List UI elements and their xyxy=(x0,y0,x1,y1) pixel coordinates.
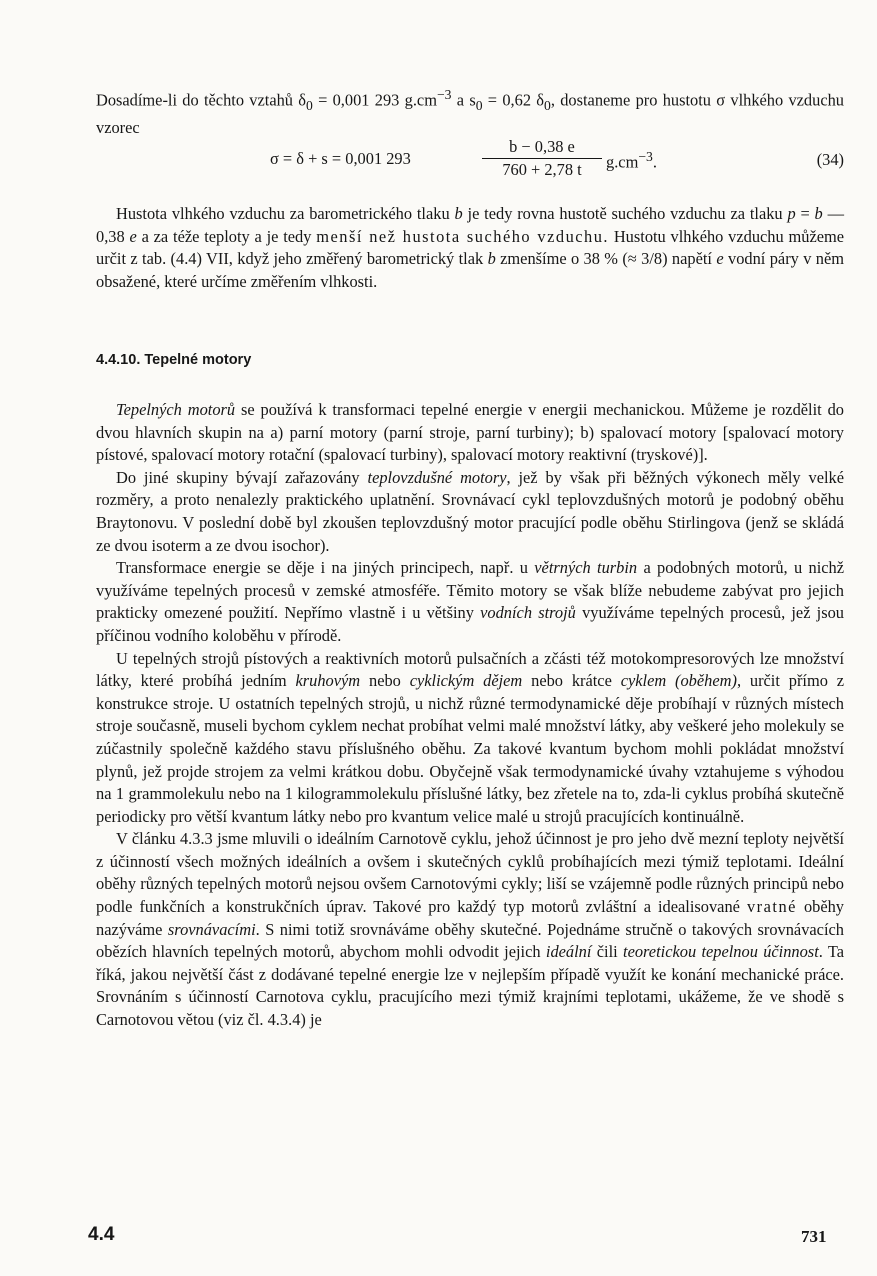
italic-term: Tepelných motorů xyxy=(116,400,236,419)
section-heading: 4.4.10. Tepelné motory xyxy=(96,352,252,368)
variable: p xyxy=(787,204,796,223)
italic-term: teplovzdušné motory xyxy=(367,467,507,487)
unit-exponent: −3 xyxy=(638,149,653,164)
intro-text: = 0,001 293 g.cm xyxy=(312,90,437,110)
fraction-denominator: 760 + 2,78 t xyxy=(502,160,582,179)
footer-section-number: 4.4 xyxy=(88,1224,115,1245)
italic-term: cyklem (oběhem) xyxy=(620,671,737,691)
equation-34 xyxy=(270,136,844,190)
spaced-emphasis: vratné xyxy=(746,897,797,917)
text-run: Transformace energie se děje i na jiných principech, např. u xyxy=(116,558,535,578)
text-run: . Ta říká, jakou největší část z dodávané tepelné energie lze v nejlepším případě využít ke konání mechanické práce. Srovnáním s účinností Carnotova cyklu, pracujícího mezi týmiž krajními teplotami, ukážeme, že ve shodě s Carnotovou větou (viz čl. 4.3.4) je xyxy=(96,942,845,1030)
paragraph-2 xyxy=(96,467,844,557)
equation-unit xyxy=(606,149,657,172)
variable: b xyxy=(487,249,496,269)
spaced-emphasis: menší než hustota suchého vzduchu. xyxy=(316,226,610,246)
text-run: , jež by však při běžných výkonech měly velké rozměry, a proto nenalezly praktického uplatnění. Srovnávací cykl teplovzdušných motorů je podobný oběhu Braytonovu. V poslední době byl zkoušen teplovzdušný motor pracující podle oběhu Stirlingova (jenž se skládá ze dvou isoterm a ze dvou isochor). xyxy=(96,467,844,555)
variable: b xyxy=(814,204,823,223)
variable: e xyxy=(716,249,724,269)
text-run: — 0,38 xyxy=(96,204,844,246)
section-body xyxy=(96,399,844,1032)
paragraph-5 xyxy=(96,828,844,1031)
equation-fraction xyxy=(482,136,602,181)
intro-text: = 0,62 δ xyxy=(482,90,545,110)
variable: e xyxy=(129,226,137,246)
subscript: 0 xyxy=(305,97,313,113)
italic-term: větrných turbin xyxy=(534,558,638,578)
unit-end: . xyxy=(652,152,657,172)
unit-text: g.cm xyxy=(606,152,639,172)
text-run: V článku 4.3.3 jsme mluvili o ideálním Carnotově cyklu, jehož účinnost je pro jeho dvě mezní teploty největší z účinností všech možných ideálních a ovšem i skutečných cyklů probíhajících mezi týmiž teplotami. Ideální oběhy různých tepelných motorů nejsou ovšem Carnotovými cykly; liší se vzájemně podle různých principů nebo podle funkčních a konstrukčních úprav. Takové pro každý typ motorů zvláštní a idealisované xyxy=(96,829,844,917)
text-run: Do jiné skupiny bývají zařazovány xyxy=(116,467,368,487)
text-run: , určit přímo z konstrukce stroje. U ostatních tepelných strojů, u nichž různé termodynamické děje probíhají v různých místech stroje současně, museli bychom cyklem nechat probíhat velmi malé množství látky, aby veškeré jeho molekuly se zúčastnily společně každého stavu příslušného oběhu. Za takové kvantum bychom mohli pokládat množství plynů, jež projde strojem za velmi krátkou dobu. Obyčejně však termodynamické úvahy vztahujeme s výhodou na 1 grammolekulu nebo na 1 kilogrammolekulu příslušné látky, bez zřetele na to, zda-li cyklus probíhá skutečně periodicky pro větší kvantum látky nebo pro kvantum velice malé u strojů pracujících kontinuálně. xyxy=(96,671,845,826)
text-run: čili xyxy=(591,942,624,962)
text-run: oběhy nazýváme xyxy=(96,897,845,939)
paragraph-3 xyxy=(96,557,844,647)
subscript: 0 xyxy=(544,97,551,113)
text-run: se používá k transformaci tepelné energie v energii mechanickou. Můžeme je rozdělit do dvou hlavních skupin na a) parní motory (parní stroje, parní turbiny); b) spalovací motory [spalovací motory pístové, spalovací motory rotační (spalovací turbiny), spalovací motory reaktivní (tryskové)]. xyxy=(96,400,844,465)
text-run: využíváme tepelných procesů, jež jsou příčinou vodního koloběhu v přírodě. xyxy=(96,603,844,645)
text-run: nebo krátce xyxy=(522,671,621,691)
italic-term: vodních strojů xyxy=(480,603,576,623)
text-run: nebo xyxy=(360,671,410,691)
italic-term: ideální xyxy=(545,942,592,962)
text-run: Hustota vlhkého vzduchu za barometrického tlaku xyxy=(116,204,455,223)
text-run: je tedy rovna hustotě suchého vzduchu za tlaku xyxy=(462,204,788,223)
italic-term: cyklickým dějem xyxy=(409,671,523,691)
intro-text: Dosadíme-li do těchto vztahů δ xyxy=(96,90,306,110)
text-run: vodní páry v něm obsažené, které určíme změřením vlhkosti. xyxy=(96,249,844,291)
text-run: a za téže teploty a je tedy xyxy=(136,226,317,246)
intro-text: a s xyxy=(451,90,476,110)
paragraph-4 xyxy=(96,648,844,829)
equation-number: (34) xyxy=(816,150,844,169)
text-run: = xyxy=(795,204,815,223)
intro-paragraph xyxy=(96,84,844,140)
text-run: . S nimi totiž srovnáváme oběhy skutečné. Pojednáme stručně o takových srovnávacích obězích hlavních tepelných motorů, abychom mohli odvodit jejich xyxy=(96,919,844,962)
subscript: 0 xyxy=(475,97,483,113)
text-run: U tepelných strojů pístových a reaktivních motorů pulsačních a zčásti též motokompresorových lze množství látky, které probíhá jedním xyxy=(96,648,844,691)
text-run: Hustotu vlhkého vzduchu můžeme určit z tab. (4.4) VII, když jeho změřený barometrický tlak xyxy=(96,226,845,269)
text-run: a podobných motorů, u nichž využíváme tepelných procesů v zemské atmosféře. Těmito motory se však blíže nebudeme zabývat pro jejich prakticky omezené použití. Nepřímo vlastně i u většiny xyxy=(96,558,844,623)
page-number: 731 xyxy=(801,1227,827,1246)
italic-term: srovnávacími xyxy=(167,919,256,939)
italic-term: kruhovým xyxy=(295,671,361,691)
text-run: zmenšíme o 38 % (≈ 3/8) napětí xyxy=(495,249,717,269)
paragraph-1 xyxy=(96,399,844,467)
equation-lhs: σ = δ + s = 0,001 293 xyxy=(270,149,411,168)
fraction-numerator: b − 0,38 e xyxy=(482,136,602,159)
superscript: −3 xyxy=(436,87,452,102)
italic-term: teoretickou tepelnou účinnost xyxy=(623,942,819,962)
density-paragraph xyxy=(96,203,844,293)
intro-text: , dostaneme pro hustotu σ vlhkého vzduchu vzorec xyxy=(96,90,844,138)
variable: b xyxy=(454,204,463,223)
